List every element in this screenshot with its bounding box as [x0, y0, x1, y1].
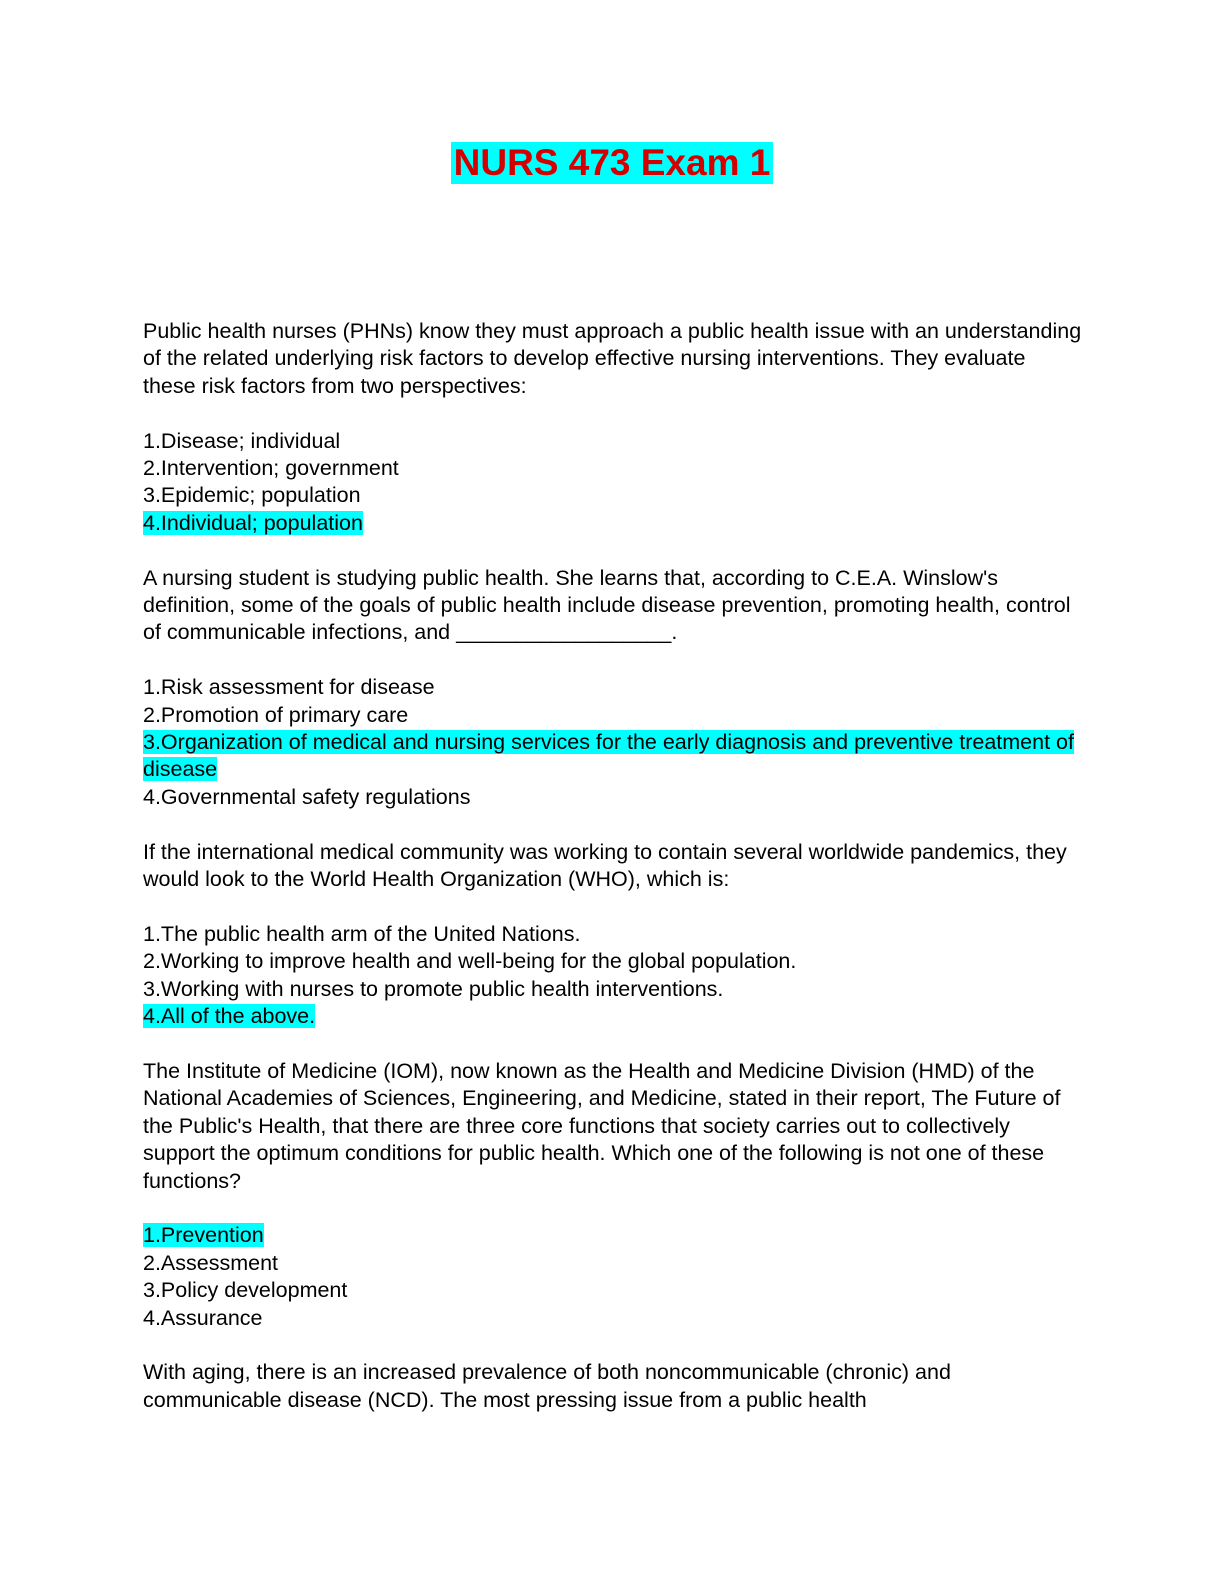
- question-text: If the international medical community was working to contain several worldwide pandemics, they would look to the World Health Organization (WHO), which is:: [143, 839, 1067, 892]
- question-text: Public health nurses (PHNs) know they must approach a public health issue with an understanding of the related underlying risk factors to develop effective nursing interventions. They evaluate these risk factors from two perspectives:: [143, 319, 1082, 398]
- question-block: [143, 1359, 1083, 1414]
- question-text: The Institute of Medicine (IOM), now known as the Health and Medicine Division (HMD) of the National Academies of Sciences, Engineering, and Medicine, stated in their report, The Future of the Public's Health, that there are three core functions that society carries out to collectively support the optimum conditions for public health. Which one of the following is not one of these functions?: [143, 1058, 1061, 1193]
- answer-option-text: 1.The public health arm of the United Nations.: [143, 921, 581, 946]
- question-text: A nursing student is studying public health. She learns that, according to C.E.A. Winslow's definition, some of the goals of public health include disease prevention, promoting health, control of communicable infections, and __________________.: [143, 565, 1071, 645]
- document-title: NURS 473 Exam 1: [451, 142, 774, 184]
- answer-option: [143, 1250, 1083, 1277]
- answer-options: [143, 921, 1083, 1031]
- answer-option: [143, 674, 1083, 701]
- answer-options: [143, 1222, 1083, 1332]
- answer-option: [143, 1305, 1083, 1332]
- answer-option: [143, 784, 1083, 811]
- answer-options: [143, 428, 1083, 538]
- answer-option-correct: [143, 1222, 1083, 1249]
- answer-option: [143, 702, 1083, 729]
- answer-option-text: 2.Intervention; government: [143, 456, 399, 481]
- answer-option-text: 4.Governmental safety regulations: [143, 784, 471, 809]
- question-block: [143, 839, 1083, 1031]
- answer-option-correct: [143, 510, 1083, 537]
- question-block: [143, 1058, 1083, 1332]
- answer-option-correct: [143, 1003, 1083, 1030]
- answer-option-text-highlighted: 4.All of the above.: [143, 1004, 316, 1029]
- answer-option-text-highlighted: 4.Individual; population: [143, 510, 363, 535]
- document-body: [143, 318, 1083, 1442]
- answer-option-text: 4.Assurance: [143, 1305, 263, 1330]
- answer-option-text-highlighted: 1.Prevention: [143, 1223, 264, 1248]
- answer-option-text: 3.Policy development: [143, 1278, 348, 1303]
- answer-option: [143, 948, 1083, 975]
- answer-option-correct: [143, 729, 1083, 784]
- answer-options: [143, 674, 1083, 811]
- answer-option: [143, 455, 1083, 482]
- answer-option-text-highlighted: 3.Organization of medical and nursing services for the early diagnosis and preventive treatment of disease: [143, 730, 1074, 782]
- title-container: [0, 142, 1224, 184]
- answer-option-text: 2.Promotion of primary care: [143, 702, 409, 727]
- answer-option-text: 2.Assessment: [143, 1250, 279, 1275]
- question-block: [143, 318, 1083, 537]
- answer-option: [143, 976, 1083, 1003]
- answer-option-text: 1.Risk assessment for disease: [143, 675, 435, 700]
- answer-option: [143, 482, 1083, 509]
- answer-option-text: 3.Working with nurses to promote public health interventions.: [143, 976, 724, 1001]
- answer-option-text: 1.Disease; individual: [143, 428, 341, 453]
- answer-option-text: 2.Working to improve health and well-being for the global population.: [143, 949, 797, 974]
- answer-option: [143, 1277, 1083, 1304]
- answer-option: [143, 428, 1083, 455]
- question-text: With aging, there is an increased prevalence of both noncommunicable (chronic) and communicable disease (NCD). The most pressing issue from a public health: [143, 1360, 951, 1412]
- question-block: [143, 565, 1083, 812]
- answer-option-text: 3.Epidemic; population: [143, 483, 361, 508]
- answer-option: [143, 921, 1083, 948]
